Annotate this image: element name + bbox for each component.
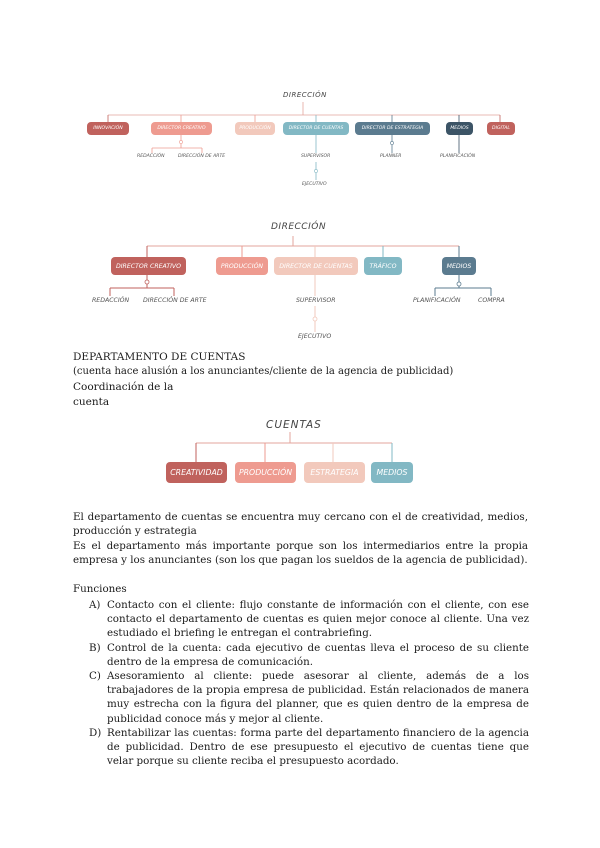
chart1-box-innovacion: INNOVACIÓN (87, 122, 129, 135)
chart2-box-medios: MEDIOS (442, 257, 476, 275)
function-text: Rentabilizar las cuentas: forma parte del departamento financiero de la agencia de publicidad. Dentro de ese presupuesto el ejecutivo de cuentas tiene que velar porque su cliente reciba el presupuesto acordado. (107, 726, 529, 768)
coordination-line-2: cuenta (73, 396, 110, 408)
chart1-sub-ejecutivo: EJECUTIVO (302, 182, 327, 187)
chart1-box-digital: DIGITAL (487, 122, 515, 135)
chart1-title: DIRECCIÓN (283, 91, 327, 99)
chart2-sub-compra: COMPRA (478, 297, 505, 304)
function-item (89, 726, 529, 769)
chart3-box-medios: MEDIOS (371, 462, 413, 483)
chart2-sub-direccion-arte: DIRECCIÓN DE ARTE (143, 297, 207, 304)
chart2-box-director-cuentas: DIRECTOR DE CUENTAS (274, 257, 358, 275)
coordination-line-1: Coordinación de la (73, 381, 174, 393)
chart2-sub-supervisor: SUPERVISOR (296, 297, 336, 304)
function-text: Control de la cuenta: cada ejecutivo de cuentas lleva el proceso de su cliente dentro de la empresa de comunicación. (107, 641, 529, 668)
section-subheading: (cuenta hace alusión a los anunciantes/cliente de la agencia de publicidad) (73, 366, 454, 377)
function-item (89, 598, 529, 641)
chart2-box-trafico: TRÁFICO (364, 257, 402, 275)
chart1-box-director-creativo: DIRECTOR CREATIVO (151, 122, 212, 135)
function-marker: C) (89, 670, 101, 683)
function-text: Contacto con el cliente: flujo constante de información con el cliente, con ese contacto el departamento de cuentas es quien mejor conoce al cliente. Una vez estudiado el briefing le entregan el contrabriefing. (107, 599, 529, 640)
chart1-sub-redaccion: REDACCIÓN (137, 154, 165, 159)
chart1-sub-direccion-arte: DIRECCIÓN DE ARTE (178, 154, 226, 159)
function-marker: A) (89, 599, 101, 611)
chart3-box-creatividad: CREATIVIDAD (166, 462, 227, 483)
functions-list (89, 598, 529, 768)
chart2-sub-redaccion: REDACCIÓN (92, 297, 130, 304)
chart2-sub-planificacion: PLANIFICACIÓN (413, 297, 461, 304)
chart1-box-medios: MEDIOS (446, 122, 473, 135)
chart2-box-director-creativo: DIRECTOR CREATIVO (111, 257, 186, 275)
section-heading: DEPARTAMENTO DE CUENTAS (73, 351, 246, 363)
chart1-box-produccion: PRODUCCIÓN (235, 122, 275, 135)
chart1-box-director-estrategia: DIRECTOR DE ESTRATEGIA (355, 122, 430, 135)
chart3-box-produccion: PRODUCCIÓN (235, 462, 296, 483)
function-text: Asesoramiento al cliente: puede asesorar al cliente, además de a los trabajadores de la propia empresa de publicidad. Están relacionados de manera muy estrecha con la figura del planner, que es quien dentro de la empresa de publicidad conoce más y mejor al cliente. (107, 670, 529, 725)
function-item (89, 669, 529, 726)
chart3-title: CUENTAS (266, 419, 322, 431)
paragraph-1: El departamento de cuentas se encuentra muy cercano con el de creatividad, medios, producción y estrategia (73, 511, 528, 538)
function-item (89, 641, 529, 669)
chart1-sub-planner: PLANNER (380, 154, 402, 159)
chart1-sub-supervisor: SUPERVISOR (301, 154, 331, 159)
chart1-box-director-cuentas: DIRECTOR DE CUENTAS (283, 122, 349, 135)
paragraph-2: Es el departamento más importante porque son los intermediarios entre la propia empresa y los anunciantes (son los que pagan los sueldos de la agencia de publicidad). (73, 540, 528, 567)
chart3-box-estrategia: ESTRATEGIA (304, 462, 365, 483)
function-marker: B) (89, 641, 101, 654)
functions-title: Funciones (73, 583, 127, 595)
chart1-sub-planificacion: PLANIFICACIÓN (440, 154, 476, 159)
chart2-box-produccion: PRODUCCIÓN (216, 257, 268, 275)
chart2-sub-ejecutivo: EJECUTIVO (298, 333, 332, 340)
function-marker: D) (89, 726, 102, 739)
chart2-title: DIRECCIÓN (271, 222, 327, 232)
